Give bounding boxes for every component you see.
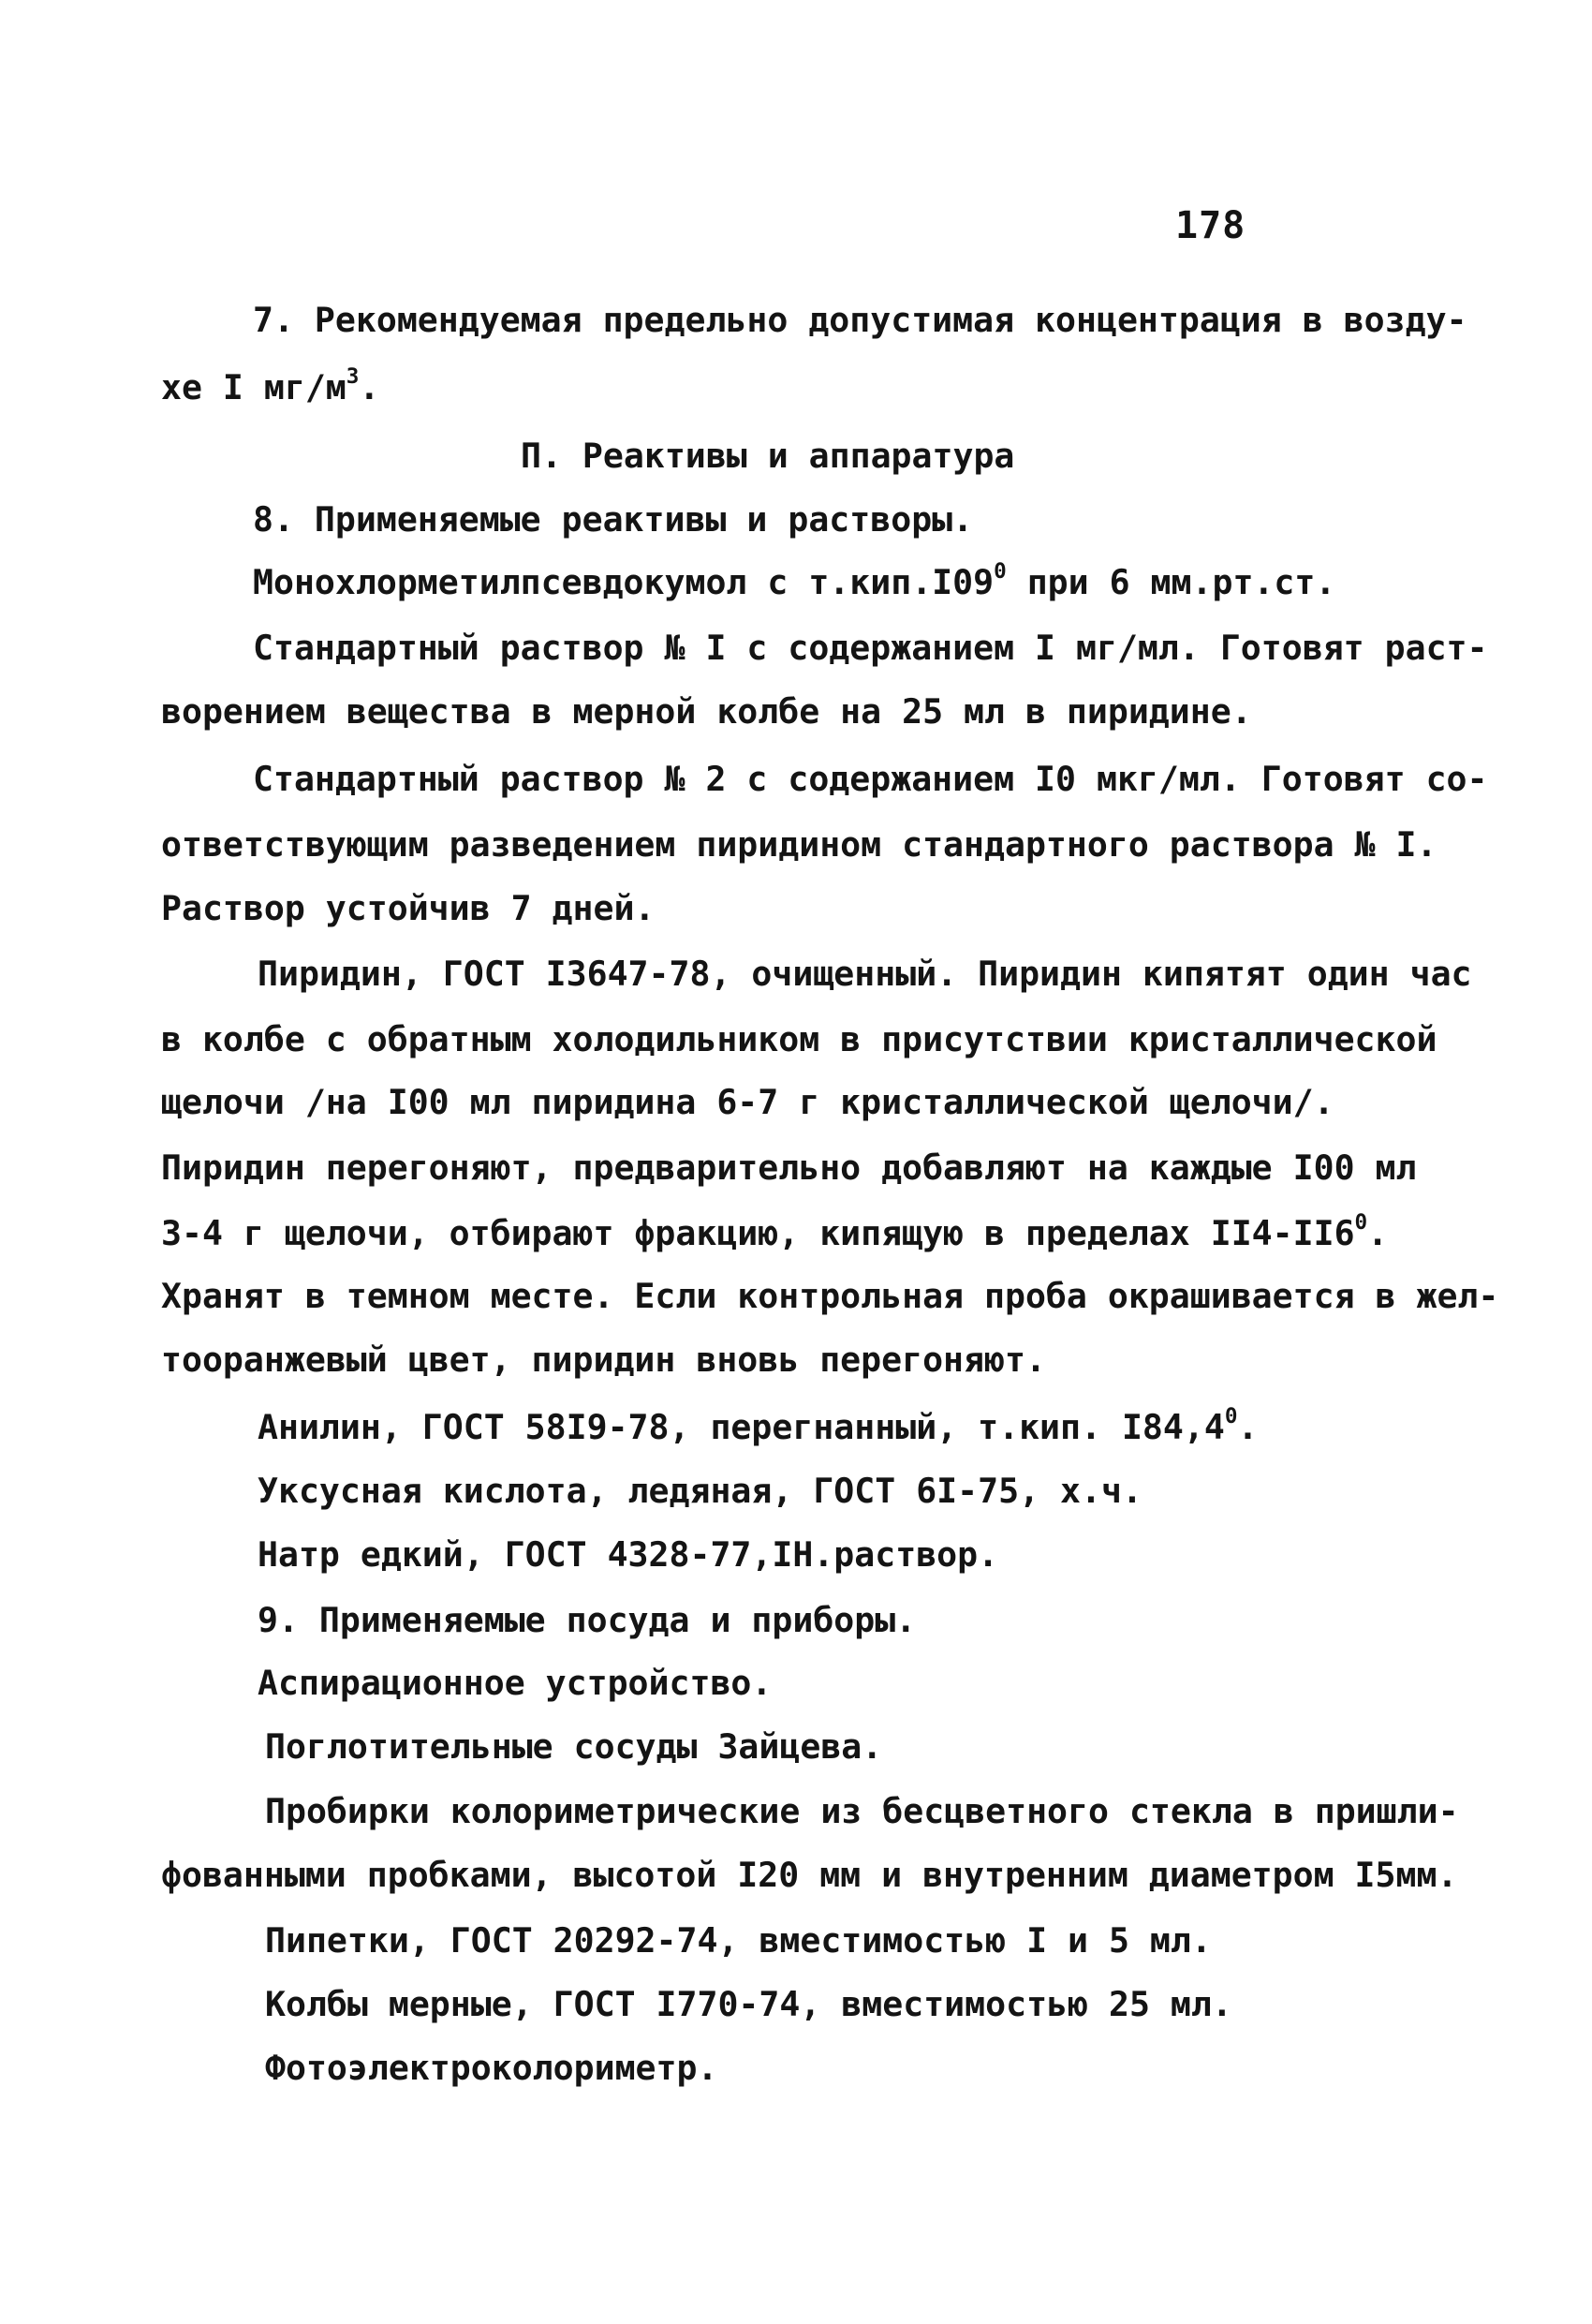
text-line: 3-4 г щелочи, отбирают фракцию, кипящую в пределах $II4-II6^0$. xyxy=(161,1210,1389,1253)
text-line: Аспирационное устройство. xyxy=(258,1663,773,1703)
text-line: Колбы мерные, ГОСТ I770-74, вместимостью 25 мл. xyxy=(265,1984,1232,2024)
text-line: Стандартный раствор № I с содержанием I мг/мл. Готовят раст- xyxy=(253,628,1488,668)
text-line: Монохлорметилпсевдокумол с $т.кип.I09^0$ при 6 мм.рт.ст. xyxy=(253,559,1336,602)
text-line: 9. Применяемые посуда и приборы. xyxy=(258,1600,917,1640)
text-line: Пиридин, ГОСТ I3647-78, очищенный. Пиридин кипятят один час xyxy=(258,954,1472,994)
text-line: Пиридин перегоняют, предварительно добавляют на каждые I00 мл xyxy=(161,1147,1417,1188)
text-line: тооранжевый цвет, пиридин вновь перегоняют. xyxy=(161,1340,1046,1380)
text-line: Хранят в темном месте. Если контрольная проба окрашивается в жел- xyxy=(161,1276,1499,1316)
text-line: Стандартный раствор № 2 с содержанием I0 мкг/мл. Готовят со- xyxy=(253,759,1488,799)
text-line: фованными пробками, высотой I20 мм и внутренним диаметром I5мм. xyxy=(161,1855,1458,1895)
text-line: Раствор устойчив 7 дней. xyxy=(161,888,656,928)
text-line: Натр едкий, ГОСТ 4328-77,IН.раствор. xyxy=(258,1534,999,1575)
text-line: Поглотительные сосуды Зайцева. xyxy=(265,1726,883,1767)
text-line: Фотоэлектроколориметр. xyxy=(265,2048,718,2088)
page-number: 178 xyxy=(1175,204,1246,247)
text-line: 8. Применяемые реактивы и растворы. xyxy=(253,499,974,540)
text-line: Анилин, ГОСТ 58I9-78, перегнанный, т.кип. I84,4$^0$. xyxy=(258,1404,1259,1447)
section-heading: П. Реактивы и аппаратура xyxy=(521,436,1015,476)
text-line: Пробирки колориметрические из бесцветного стекла в пришли- xyxy=(265,1791,1459,1831)
text-line: щелочи /на I00 мл пиридина 6-7 г кристаллической щелочи/. xyxy=(161,1082,1334,1122)
text-line: Уксусная кислота, ледяная, ГОСТ 6I-75, х.ч. xyxy=(258,1471,1142,1511)
text-line: Пипетки, ГОСТ 20292-74, вместимостью I и 5 мл. xyxy=(265,1920,1212,1961)
text-line: ответствующим разведением пиридином стандартного раствора № I. xyxy=(161,824,1437,865)
text-line: в колбе с обратным холодильником в присутствии кристаллической xyxy=(161,1019,1437,1059)
text-line: 7. Рекомендуемая предельно допустимая концентрация в возду- xyxy=(253,300,1467,340)
text-line: ворением вещества в мерной колбе на 25 мл в пиридине. xyxy=(161,691,1252,732)
text-line: хе I $мг/м^3$. xyxy=(161,364,380,407)
